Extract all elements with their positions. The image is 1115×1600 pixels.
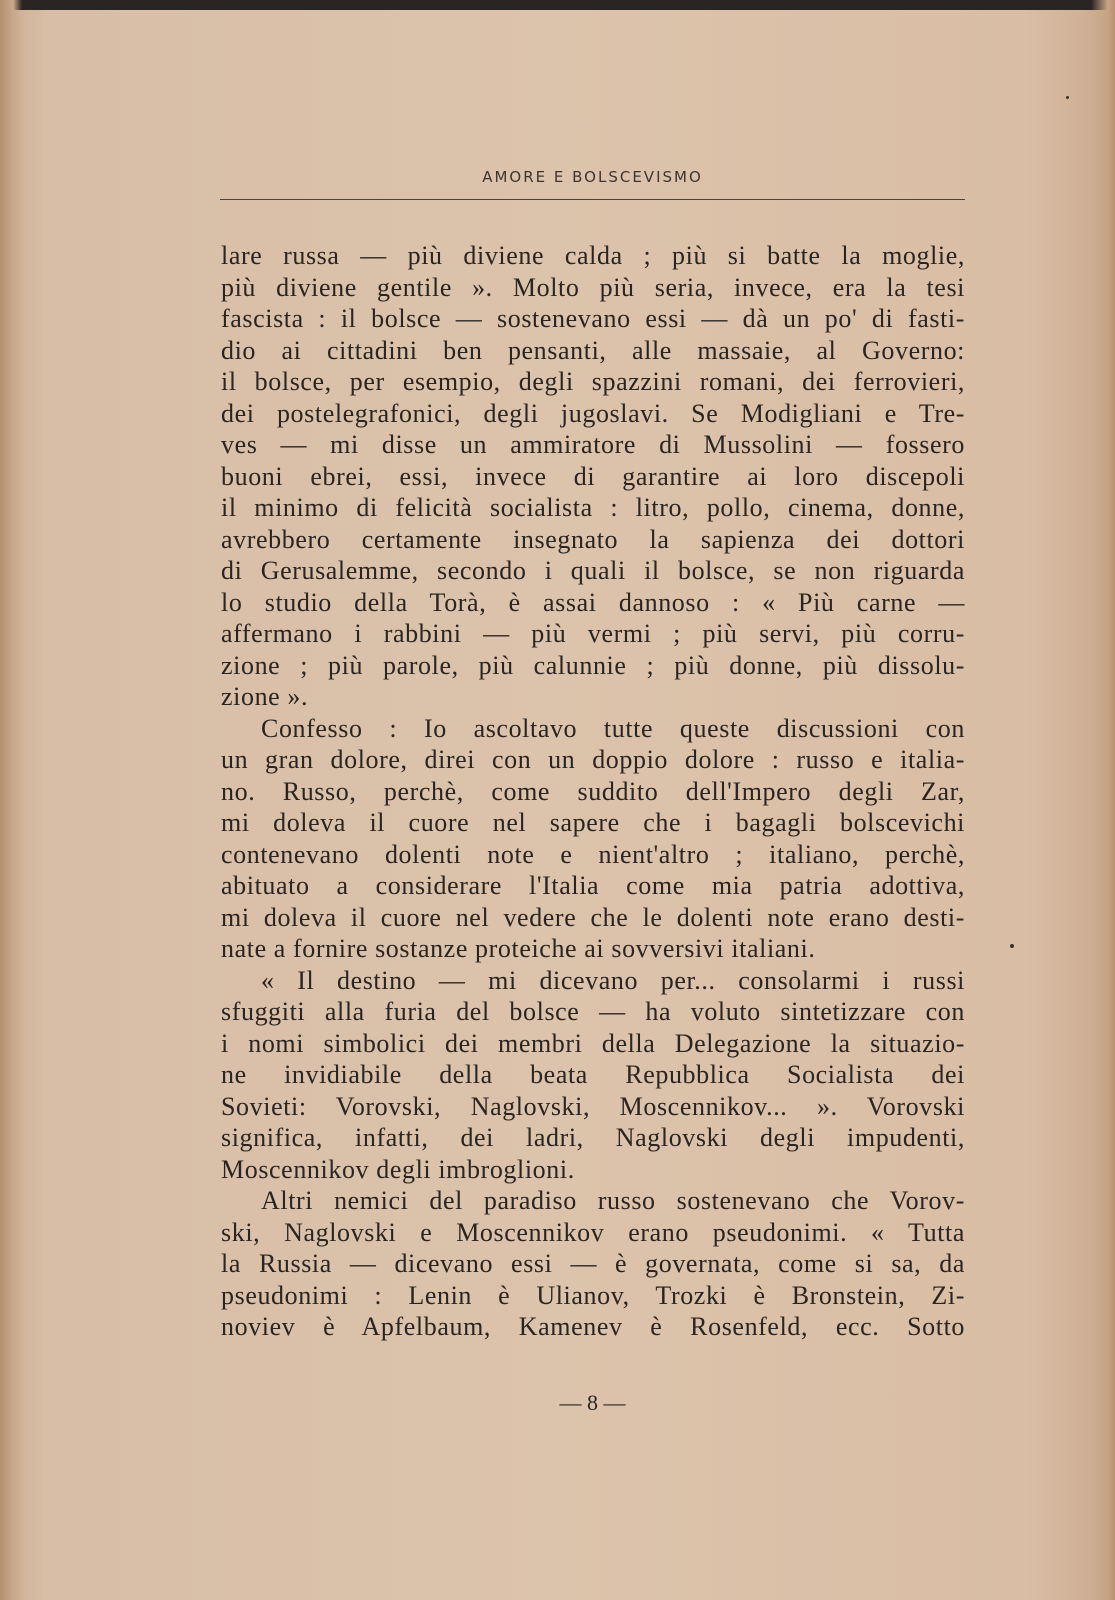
text-line: contenevano dolenti note e nient'altro ; italiano, perchè, (221, 839, 965, 869)
paper-speck (1010, 944, 1014, 948)
running-head: AMORE E BOLSCEVISMO (482, 168, 703, 186)
page-right-edge (1091, 0, 1115, 1600)
text-line: un gran dolore, direi con un doppio dolore : russo e italia- (221, 745, 965, 774)
page-left-edge (0, 0, 22, 1600)
text-line: pseudonimi : Lenin è Ulianov, Trozki è Bronstein, Zi- (221, 1280, 965, 1310)
text-line: Altri nemici del paradiso russo sostenevano che Vorov- (261, 1186, 965, 1215)
text-line: dio ai cittadini ben pensanti, alle massaie, al Governo: (221, 335, 965, 365)
text-line: di Gerusalemme, secondo i quali il bolsce, se non riguarda (221, 556, 965, 585)
text-line: Sovieti: Vorovski, Naglovski, Moscennikov... ». Vorovski (221, 1091, 965, 1121)
text-line: buoni ebrei, essi, invece di garantire ai loro discepoli (221, 461, 965, 491)
text-line: zione ; più parole, più calunnie ; più donne, più dissolu- (221, 650, 965, 680)
text-line: più diviene gentile ». Molto più seria, invece, era la tesi (221, 272, 965, 302)
text-line: dei postelegrafonici, degli jugoslavi. Se Modigliani e Tre- (221, 398, 965, 428)
paper-speck (1066, 96, 1069, 99)
text-line: noviev è Apfelbaum, Kamenev è Rosenfeld, ecc. Sotto (221, 1312, 965, 1341)
body-text (221, 240, 965, 1343)
text-line: Confesso : Io ascoltavo tutte queste discussioni con (261, 713, 965, 743)
text-line: la Russia — dicevano essi — è governata, come si sa, da (221, 1249, 965, 1278)
text-line: lare russa — più diviene calda ; più si batte la moglie, (221, 241, 965, 270)
text-line: fascista : il bolsce — sostenevano essi — dà un po' di fasti- (221, 304, 965, 333)
text-line: mi doleva il cuore nel sapere che i bagagli bolscevichi (221, 808, 965, 837)
text-line: i nomi simbolici dei membri della Delegazione la situazio- (221, 1028, 965, 1058)
text-line: abituato a considerare l'Italia come mia patria adottiva, (221, 871, 965, 900)
page-top-edge (0, 0, 1115, 10)
text-line: lo studio della Torà, è assai dannoso : « Più carne — (221, 587, 965, 617)
text-line: il minimo di felicità socialista : litro, pollo, cinema, donne, (221, 493, 965, 522)
text-line: « Il destino — mi dicevano per... consolarmi i russi (261, 965, 965, 995)
text-line: affermano i rabbini — più vermi ; più servi, più corru- (221, 619, 965, 648)
text-line: no. Russo, perchè, come suddito dell'Impero degli Zar, (221, 776, 965, 806)
text-line: zione ». (221, 682, 309, 711)
running-head-rule (220, 199, 965, 200)
text-line: nate a fornire sostanze proteiche ai sovversivi italiani. (221, 934, 816, 963)
text-line: il bolsce, per esempio, degli spazzini romani, dei ferrovieri, (221, 367, 965, 396)
text-line: Moscennikov degli imbroglioni. (221, 1154, 575, 1184)
text-line: significa, infatti, dei ladri, Naglovski degli impudenti, (221, 1123, 965, 1152)
text-line: sfuggiti alla furia del bolsce — ha voluto sintetizzare con (221, 997, 965, 1026)
text-line: avrebbero certamente insegnato la sapienza dei dottori (221, 524, 965, 554)
text-line: ves — mi disse un ammiratore di Mussolini — fossero (221, 430, 965, 459)
text-line: mi doleva il cuore nel vedere che le dolenti note erano desti- (221, 902, 965, 932)
page-number: — 8 — (559, 1390, 626, 1415)
text-line: ne invidiabile della beata Repubblica Socialista dei (221, 1060, 965, 1089)
text-line: ski, Naglovski e Moscennikov erano pseudonimi. « Tutta (221, 1217, 965, 1247)
